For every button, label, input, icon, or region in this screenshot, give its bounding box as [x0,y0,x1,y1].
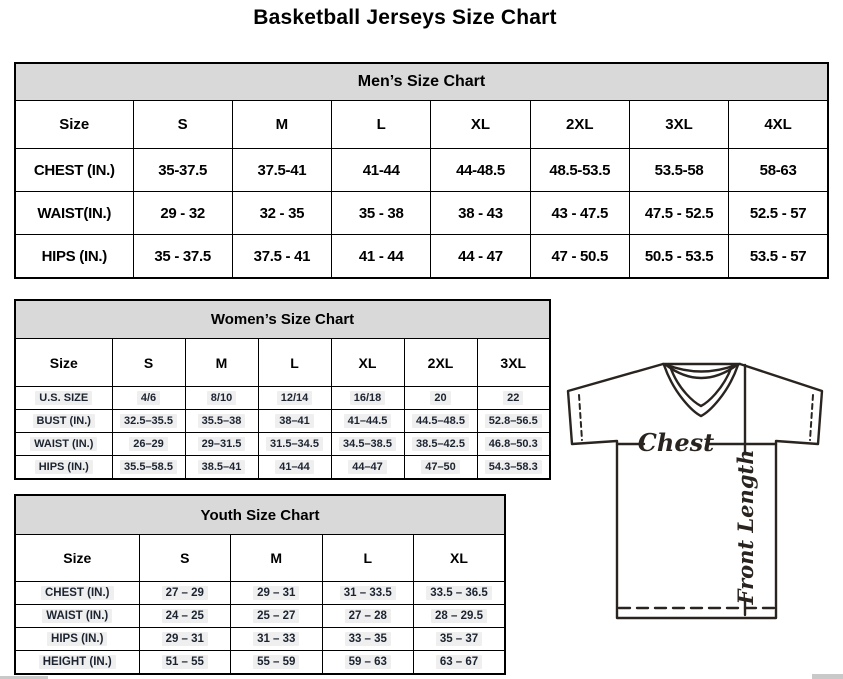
youth-value-cell: 29 – 31 [231,582,323,605]
men-value-cell: 37.5 - 41 [232,235,331,279]
men-value-cell: 35 - 38 [332,192,431,235]
youth-table-row [15,582,505,605]
youth-table-title: Youth Size Chart [15,495,505,535]
youth-value-cell: 63 – 67 [414,651,506,675]
youth-value-cell: 33 – 35 [322,628,414,651]
men-value-cell: 50.5 - 53.5 [629,235,728,279]
women-value-cell: 8/10 [185,387,258,410]
men-value-cell: 32 - 35 [232,192,331,235]
women-value-cell: 54.3–58.3 [477,456,550,480]
women-value-cell: 41–44.5 [331,410,404,433]
mens-size-chart-table [14,62,829,276]
womens-size-chart-table [14,299,551,473]
women-column-header: 3XL [477,339,550,387]
youth-value-cell: 28 – 29.5 [414,605,506,628]
chest-label: Chest [637,428,715,457]
women-value-cell: 29–31.5 [185,433,258,456]
women-table-row [15,410,550,433]
men-table-row [15,192,828,235]
front-length-label: Front Length [733,449,758,605]
youth-row-label: HIPS (IN.) [15,628,139,651]
youth-value-cell: 59 – 63 [322,651,414,675]
women-value-cell: 32.5–35.5 [112,410,185,433]
men-value-cell: 43 - 47.5 [530,192,629,235]
women-value-cell: 20 [404,387,477,410]
women-table-row [15,387,550,410]
men-value-cell: 44 - 47 [431,235,530,279]
men-value-cell: 35 - 37.5 [133,235,232,279]
youth-column-header: L [322,535,414,582]
men-table-row [15,149,828,192]
women-value-cell: 44.5–48.5 [404,410,477,433]
youth-value-cell: 31 – 33.5 [322,582,414,605]
youth-row-label: HEIGHT (IN.) [15,651,139,675]
women-value-cell: 46.8–50.3 [477,433,550,456]
youth-column-header: S [139,535,231,582]
men-column-header: S [133,101,232,149]
men-column-header: 3XL [629,101,728,149]
men-value-cell: 58-63 [729,149,828,192]
men-column-header: 4XL [729,101,828,149]
men-column-header: L [332,101,431,149]
men-size-label: Size [15,101,133,149]
youth-table-row [15,605,505,628]
youth-value-cell: 31 – 33 [231,628,323,651]
women-value-cell: 12/14 [258,387,331,410]
women-table-title: Women’s Size Chart [15,300,550,339]
jersey-measurement-diagram [556,358,838,626]
men-value-cell: 47.5 - 52.5 [629,192,728,235]
women-row-label: U.S. SIZE [15,387,112,410]
women-column-header: XL [331,339,404,387]
scrollbar-remnant-right [812,674,843,679]
youth-value-cell: 29 – 31 [139,628,231,651]
men-value-cell: 53.5-58 [629,149,728,192]
youth-row-label: WAIST (IN.) [15,605,139,628]
youth-column-header: M [231,535,323,582]
women-table-grid [14,299,551,480]
men-value-cell: 37.5-41 [232,149,331,192]
women-value-cell: 26–29 [112,433,185,456]
youth-table-grid [14,494,506,675]
women-column-header: L [258,339,331,387]
youth-value-cell: 25 – 27 [231,605,323,628]
youth-value-cell: 33.5 – 36.5 [414,582,506,605]
right-cuff-dashed-line [810,395,813,440]
men-row-label: WAIST(IN.) [15,192,133,235]
collar-band-arc-1 [667,365,736,372]
women-row-label: HIPS (IN.) [15,456,112,480]
men-value-cell: 41-44 [332,149,431,192]
women-value-cell: 35.5–38 [185,410,258,433]
men-value-cell: 47 - 50.5 [530,235,629,279]
women-value-cell: 16/18 [331,387,404,410]
men-value-cell: 35-37.5 [133,149,232,192]
women-value-cell: 52.8–56.5 [477,410,550,433]
youth-size-label: Size [15,535,139,582]
women-table-row [15,456,550,480]
men-value-cell: 53.5 - 57 [729,235,828,279]
women-column-header: 2XL [404,339,477,387]
men-table-title: Men’s Size Chart [15,63,828,101]
men-row-label: HIPS (IN.) [15,235,133,279]
men-column-header: 2XL [530,101,629,149]
men-table-row [15,235,828,279]
women-value-cell: 4/6 [112,387,185,410]
youth-value-cell: 27 – 29 [139,582,231,605]
women-row-label: WAIST (IN.) [15,433,112,456]
youth-value-cell: 55 – 59 [231,651,323,675]
women-value-cell: 38.5–42.5 [404,433,477,456]
page-title: Basketball Jerseys Size Chart [253,6,557,29]
women-size-label: Size [15,339,112,387]
women-value-cell: 47–50 [404,456,477,480]
left-cuff-dashed-line [579,395,582,440]
women-value-cell: 38–41 [258,410,331,433]
youth-value-cell: 27 – 28 [322,605,414,628]
women-table-row [15,433,550,456]
men-column-header: M [232,101,331,149]
women-value-cell: 41–44 [258,456,331,480]
men-table-grid [14,62,829,279]
women-value-cell: 34.5–38.5 [331,433,404,456]
youth-table-row [15,651,505,675]
women-value-cell: 35.5–58.5 [112,456,185,480]
youth-value-cell: 35 – 37 [414,628,506,651]
youth-value-cell: 24 – 25 [139,605,231,628]
women-column-header: S [112,339,185,387]
men-value-cell: 52.5 - 57 [729,192,828,235]
men-value-cell: 41 - 44 [332,235,431,279]
men-column-header: XL [431,101,530,149]
men-value-cell: 29 - 32 [133,192,232,235]
youth-value-cell: 51 – 55 [139,651,231,675]
youth-row-label: CHEST (IN.) [15,582,139,605]
men-value-cell: 44-48.5 [431,149,530,192]
women-value-cell: 44–47 [331,456,404,480]
youth-column-header: XL [414,535,506,582]
men-value-cell: 38 - 43 [431,192,530,235]
women-value-cell: 22 [477,387,550,410]
youth-size-chart-table [14,494,506,671]
women-value-cell: 38.5–41 [185,456,258,480]
women-value-cell: 31.5–34.5 [258,433,331,456]
men-row-label: CHEST (IN.) [15,149,133,192]
men-value-cell: 48.5-53.5 [530,149,629,192]
women-row-label: BUST (IN.) [15,410,112,433]
women-column-header: M [185,339,258,387]
youth-table-row [15,628,505,651]
